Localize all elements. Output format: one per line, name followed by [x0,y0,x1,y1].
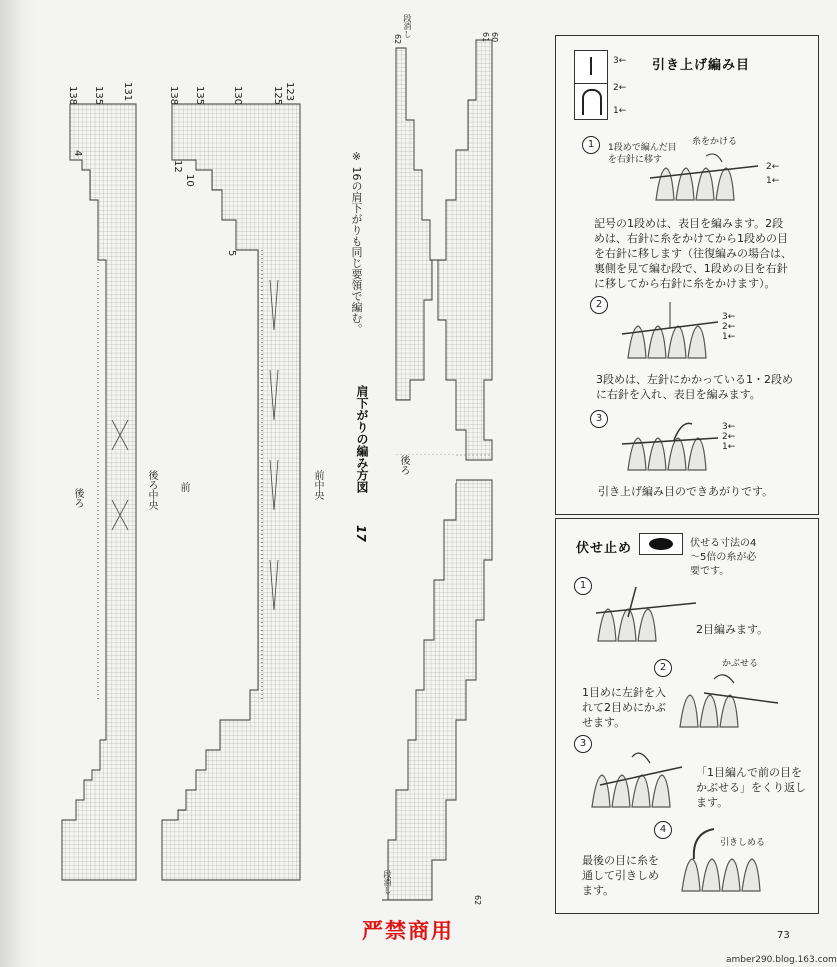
instruction-text-2: 3段めは、左針にかかっている1・2段めに右針を入れ、表目を編みます。 [596,373,793,401]
back-label: 後ろ [72,488,83,508]
bo-step-1-illustration [592,583,702,643]
shoulder-title-number: 17 [354,525,368,542]
back-row-135: 135 [93,86,104,106]
slip-stitch-symbol [574,50,608,120]
shoulder-chart-lower [382,480,492,900]
bo-step-4-hook: 引きしめる [720,838,766,848]
step-2-row-2: 2← [722,322,736,332]
row-label-1: 1← [613,106,627,116]
step-1-number: 1 [582,136,600,154]
slip-stitch-title: 引き上げ編み目 [652,58,751,73]
bind-off-note: 伏せる寸法の4～5倍の糸が必要です。 [690,538,757,577]
row-label-3: 3← [613,56,627,66]
book-spine [0,0,36,967]
shoulder-back-label: 後ろ [398,455,409,475]
front-row-125: 125 [272,86,283,106]
shoulder-top-row-61: 61 [481,32,490,43]
shoulder-top-row-62: 62 [393,34,402,45]
front-row-123: 123 [284,82,295,102]
front-center-label: 前中央 [312,470,323,500]
shoulder-bottom-dankeshi: 段消し [383,870,392,894]
step-3-row-2: 2← [722,432,736,442]
front-row-138: 138 [168,86,179,106]
watermark: 严禁商用 [362,919,454,943]
bind-off-panel [555,518,819,914]
bo-step-2-hook: かぶせる [722,659,759,669]
bo-step-2-text: 1目めに左針を入れて2目めにかぶせます。 [582,686,666,729]
instruction-text-1: 記号の1段めは、表目を編みます。2段めは、右針に糸をかけてから1段めの目を右針に移します（往復編みの場合は、裏側を見て編む段で、1段めの目を右針に移してから右針に糸をかけます）。 [594,217,792,290]
front-inner-12: 12 [172,160,183,173]
shoulder-top-dankeshi: 段消し [403,14,412,38]
step-1-hook-label: 糸をかける [692,137,738,147]
shoulder-chart-upper [396,40,492,460]
step-2-row-1: 1← [722,332,736,342]
page [36,0,837,967]
step-2-number: 2 [590,296,608,314]
step-1-caption: 1段めで編んだ目を右針に移す [608,143,677,165]
bind-off-symbol [639,533,683,555]
page-number: 73 [777,930,790,941]
step-3-number: 3 [590,410,608,428]
bo-step-3-text: 「1目編んで前の目をかぶせる」をくり返します。 [696,766,806,809]
bind-off-title: 伏せ止め [576,541,633,556]
front-chart-grid [162,104,300,880]
symbol-line [590,57,592,75]
shoulder-title: 肩下がりの編み方図 [355,385,369,493]
step-1-row-1: 1← [766,176,780,186]
row-label-2: 2← [613,83,627,93]
back-inner-4: 4 [72,150,83,157]
step-2-illustration [622,298,722,362]
step-3-row-3: 3← [722,422,736,432]
knitting-charts [36,0,516,967]
back-row-138: 138 [67,86,78,106]
step-2-row-3: 3← [722,312,736,322]
bo-step-2-number: 2 [654,659,672,677]
shoulder-note: ※ 16の肩下がりも同じ要領で編む。 [350,150,363,335]
front-label: 前 [178,482,189,492]
front-row-130: 130 [232,86,243,106]
step-1-illustration [646,150,766,206]
step-3-row-1: 1← [722,442,736,452]
symbol-arch [582,89,602,115]
shoulder-top-row-60: 60 [490,32,499,43]
blog-url: amber290.blog.163.com [726,955,837,965]
shoulder-bottom-row-62: 62 [473,895,482,906]
bo-step-4-number: 4 [654,821,672,839]
bo-step-4-illustration [674,823,774,893]
back-center-label: 後ろ中央 [146,470,157,510]
bo-step-3-illustration [586,745,686,809]
bo-step-3-number: 3 [574,735,592,753]
bo-step-1-number: 1 [574,577,592,595]
slip-stitch-panel [555,35,819,515]
instruction-text-3: 引き上げ編み目のできあがりです。 [598,485,774,498]
front-inner-5: 5 [226,250,237,257]
step-1-row-2: 2← [766,162,780,172]
front-inner-10: 10 [184,174,195,187]
bo-step-2-illustration [674,669,784,729]
bo-step-1-text: 2目編みます。 [696,623,769,636]
back-row-131: 131 [122,82,133,102]
front-row-135: 135 [194,86,205,106]
bo-step-4-text: 最後の目に糸を通して引きしめます。 [582,854,659,897]
step-3-illustration [622,410,722,474]
